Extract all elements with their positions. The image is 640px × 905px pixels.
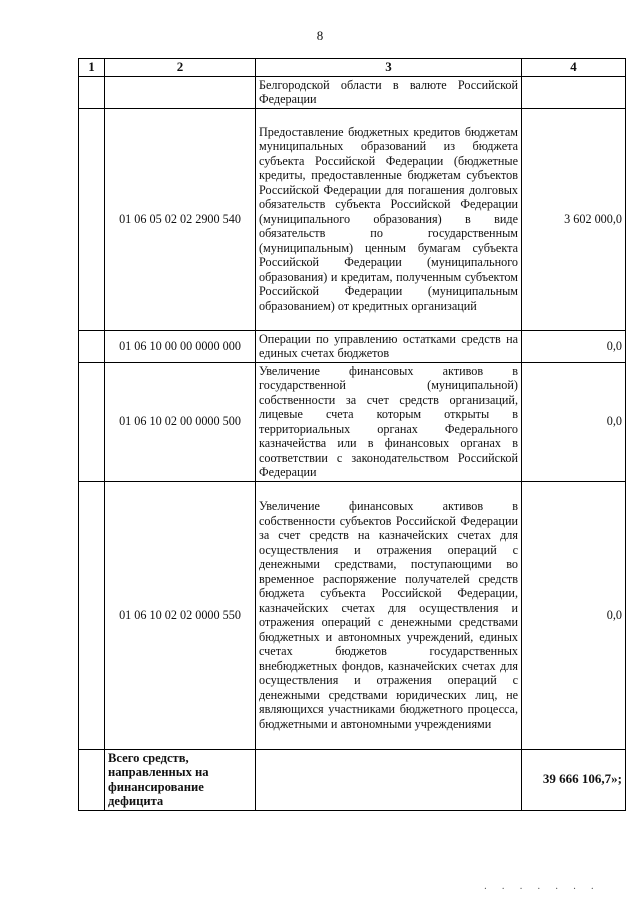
scan-artifact-dots: · · · · · · · bbox=[483, 884, 600, 895]
code-cell: 01 06 05 02 02 2900 540 bbox=[105, 108, 256, 330]
header-row bbox=[79, 59, 626, 77]
amount-cell: 0,0 bbox=[522, 330, 626, 362]
table-row bbox=[79, 108, 626, 330]
total-amount: 39 666 106,7»; bbox=[522, 749, 626, 810]
code-cell: 01 06 10 02 02 0000 550 bbox=[105, 481, 256, 749]
description-cell: Белгородской области в валюте Российской Федерации bbox=[256, 76, 522, 108]
page-number: 8 bbox=[316, 28, 324, 43]
budget-table bbox=[78, 58, 626, 811]
row-number-cell bbox=[79, 362, 105, 481]
column-header-2: 2 bbox=[105, 59, 256, 77]
description-cell: Увеличение финансовых активов в государственной (муниципальной) собственности за счет средств организаций, лицевые счета которым открыты в территориальных органах Федерального казначейства или в финансовых органах в соответствии с законодательством Российской Федерации bbox=[256, 362, 522, 481]
table-row bbox=[79, 76, 626, 108]
code-cell bbox=[105, 76, 256, 108]
amount-cell bbox=[522, 76, 626, 108]
amount-cell: 3 602 000,0 bbox=[522, 108, 626, 330]
column-header-3: 3 bbox=[256, 59, 522, 77]
total-description-cell bbox=[256, 749, 522, 810]
total-label: Всего средств, направленных на финансирование дефицита bbox=[105, 749, 256, 810]
row-number-cell bbox=[79, 76, 105, 108]
description-cell: Операции по управлению остатками средств на единых счетах бюджетов bbox=[256, 330, 522, 362]
row-number-cell bbox=[79, 330, 105, 362]
row-number-cell bbox=[79, 481, 105, 749]
row-number-cell bbox=[79, 749, 105, 810]
row-number-cell bbox=[79, 108, 105, 330]
description-cell: Увеличение финансовых активов в собственности субъектов Российской Федерации за счет средств на казначейских счетах для осуществления и отражения операций с денежными средствами, поступающими во временное распоряжение получателей средств бюджета субъекта Российской Федерации, казначейских счетах для осуществления и отражения операций с денежными средствами бюджетных и автономных учреждений, единых счетах бюджетов государственных внебюджетных фондов, казначейских счетах для осуществления и отражения операций с денежными средствами юридических лиц, не являющихся участниками бюджетного процесса, бюджетными и автономными учреждениями bbox=[256, 481, 522, 749]
table-row bbox=[79, 481, 626, 749]
description-cell: Предоставление бюджетных кредитов бюджетам муниципальных образований из бюджета субъекта Российской Федерации (бюджетные кредиты, предоставленные бюджетам субъектов Российской Федерации для погашения долговых обязательств субъекта Российской Федерации (муниципального образования) в виде обязательств по государственным (муниципальным) ценным бумагам субъекта Российской Федерации (муниципального образования) и кредитам, полученным субъектом Российской Федерации (муниципальным образованием) от кредитных организаций bbox=[256, 108, 522, 330]
column-header-1: 1 bbox=[79, 59, 105, 77]
table-row bbox=[79, 330, 626, 362]
code-cell: 01 06 10 02 00 0000 500 bbox=[105, 362, 256, 481]
column-header-4: 4 bbox=[522, 59, 626, 77]
amount-cell: 0,0 bbox=[522, 362, 626, 481]
table-row bbox=[79, 362, 626, 481]
amount-cell: 0,0 bbox=[522, 481, 626, 749]
total-row bbox=[79, 749, 626, 810]
code-cell: 01 06 10 00 00 0000 000 bbox=[105, 330, 256, 362]
